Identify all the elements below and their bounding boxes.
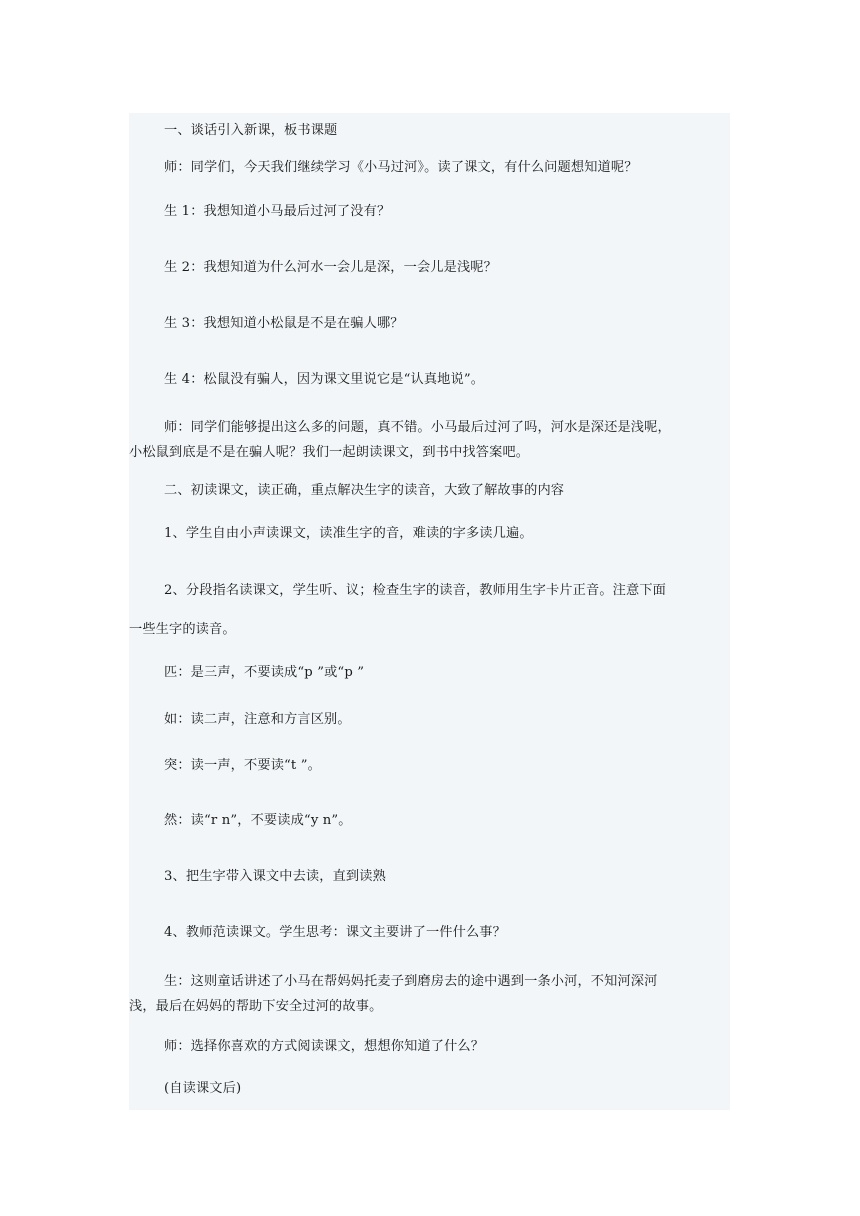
student-summary-line-1: 生：这则童话讲述了小马在帮妈妈托麦子到磨房去的途中遇到一条小河，不知河深河 — [164, 974, 658, 989]
pronunciation-note-pi: 匹：是三声，不要读成“p ”或“p ” — [164, 665, 365, 680]
document-body — [129, 113, 730, 1110]
section-heading-2: 二、初读课文，读正确，重点解决生字的读音，大致了解故事的内容 — [164, 483, 565, 498]
paragraph-teacher-response-line-2: 小松鼠到底是不是在骗人呢？我们一起朗读课文，到书中找答案吧。 — [129, 445, 530, 460]
section-heading-1: 一、谈话引入新课，板书课题 — [164, 123, 338, 138]
step-3: 3、把生字带入课文中去读，直到读熟 — [164, 869, 386, 884]
pronunciation-note-ran: 然：读“r n”，不要读成“y n”。 — [164, 813, 352, 828]
paragraph-student-2: 生 2：我想知道为什么河水一会儿是深，一会儿是浅呢？ — [164, 260, 497, 275]
step-4: 4、教师范读课文。学生思考：课文主要讲了一件什么事？ — [164, 925, 506, 940]
paragraph-student-3: 生 3：我想知道小松鼠是不是在骗人哪？ — [164, 316, 404, 331]
pronunciation-note-tu: 突：读一声，不要读“t ”。 — [164, 758, 321, 773]
self-reading-note: (自读课文后) — [164, 1081, 242, 1096]
paragraph-student-1: 生 1：我想知道小马最后过河了没有？ — [164, 204, 391, 219]
pronunciation-note-ru: 如：读二声，注意和方言区别。 — [164, 712, 351, 727]
teacher-instruction: 师：选择你喜欢的方式阅读课文，想想你知道了什么？ — [164, 1039, 485, 1054]
paragraph-student-4: 生 4：松鼠没有骗人，因为课文里说它是“认真地说”。 — [164, 372, 485, 387]
paragraph-teacher-question: 师：同学们，今天我们继续学习《小马过河》。读了课文，有什么问题想知道呢？ — [164, 160, 638, 175]
step-2-line-1: 2、分段指名读课文，学生听、议；检查生字的读音，教师用生字卡片正音。注意下面 — [164, 583, 667, 598]
paragraph-teacher-response-line-1: 师：同学们能够提出这么多的问题，真不错。小马最后过河了吗，河水是深还是浅呢， — [164, 420, 671, 435]
step-1: 1、学生自由小声读课文，读准生字的音，难读的字多读几遍。 — [164, 526, 533, 541]
step-2-line-2: 一些生字的读音。 — [129, 622, 236, 637]
student-summary-line-2: 浅，最后在妈妈的帮助下安全过河的故事。 — [129, 999, 383, 1014]
